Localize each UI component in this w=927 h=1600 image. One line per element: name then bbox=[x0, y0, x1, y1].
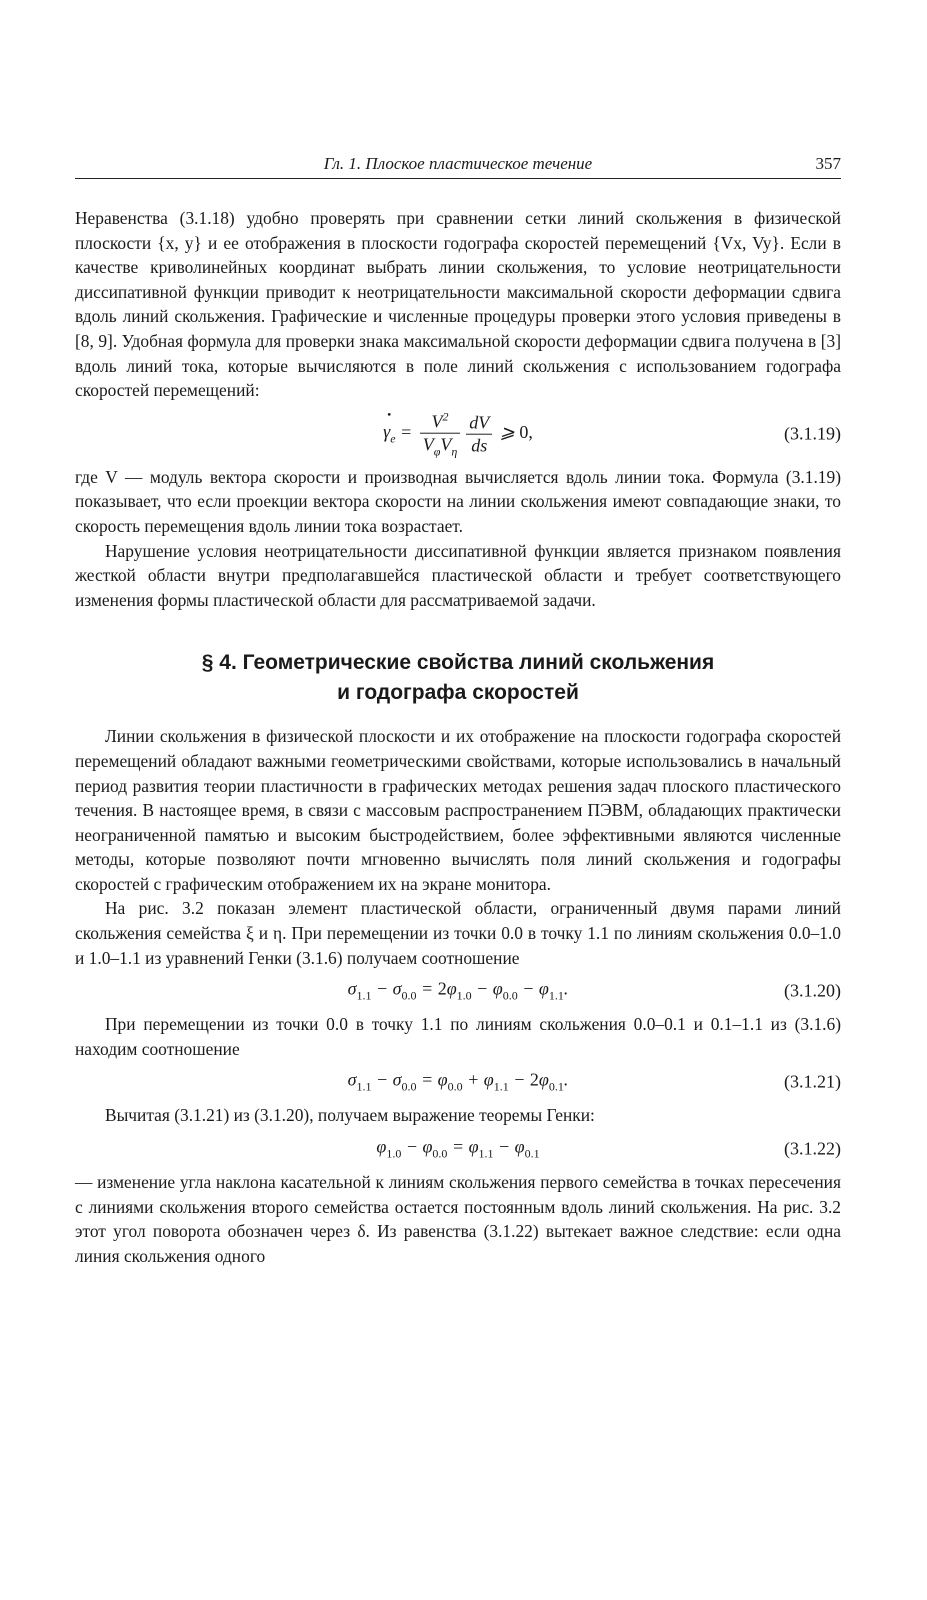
section-heading bbox=[75, 648, 841, 708]
equation-number: (3.1.21) bbox=[784, 1071, 841, 1092]
equation-3-1-19 bbox=[75, 403, 841, 465]
equation-3-1-22-expression: $\varphi_{1.0} - \varphi_{0.0} = \varphi_{1.1} - \varphi_{0.1}$ bbox=[376, 1136, 540, 1161]
equation-number: (3.1.22) bbox=[784, 1138, 841, 1159]
running-header bbox=[75, 152, 841, 179]
equation-number: (3.1.20) bbox=[784, 980, 841, 1001]
equation-3-1-21 bbox=[75, 1061, 841, 1103]
section-heading-line-2: и годографа скоростей bbox=[337, 681, 579, 705]
paragraph-1: Неравенства (3.1.18) удобно проверять при сравнении сетки линий скольжения в физической плоскости {x, y} и ее отображения в плоскости годографа скоростей перемещений {Vx, Vy}. Если в качестве криволинейных координат выбрать линии скольжения, то условие неотрицательности диссипативной функции приводит к неотрицательности максимальной скорости деформации сдвига вдоль линий скольжения. Графические и численные процедуры проверки этого условия приведены в [8, 9]. Удобная формула для проверки знака максимальной скорости деформации сдвига получена в [3] вдоль линий тока, которые вычисляются в поле линий скольжения с использованием годографа скоростей перемещений: bbox=[75, 208, 841, 401]
paragraph-3: Нарушение условия неотрицательности диссипативной функции является признаком появления жесткой области внутри предполагавшейся пластической области и требует соответствующего изменения формы пластической области для рассматриваемой задачи. bbox=[75, 540, 841, 610]
paragraph-6: При перемещении из точки 0.0 в точку 1.1 по линиям скольжения 0.0–0.1 и 0.1–1.1 из (3.1.6) находим соотношение bbox=[75, 1014, 841, 1059]
paragraph-5: На рис. 3.2 показан элемент пластической области, ограниченный двумя парами линий скольжения семейства ξ и η. При перемещении из точки 0.0 в точку 1.1 по линиям скольжения 0.0–1.0 и 1.0–1.1 из уравнений Генки (3.1.6) получаем соотношение bbox=[75, 898, 841, 968]
running-title: Гл. 1. Плоское пластическое течение bbox=[323, 154, 593, 173]
paragraph-4: Линии скольжения в физической плоскости и их отображение на плоскости годографа скоростей перемещений обладают важными геометрическими свойствами, которые использовались в начальный период развития теории пластичности в графических методах решения задач плоского пластического течения. В настоящее время, в связи с массовым распространением ПЭВМ, обладающих практически неограниченной памятью и высоким быстродействием, более эффективными являются численные методы, которые позволяют почти мгновенно вычислять поля линий скольжения и годографы скоростей с графическим отображением их на экране монитора. bbox=[75, 726, 841, 894]
paragraph-8: — изменение угла наклона касательной к линиям скольжения первого семейства в точках пересечения с линиями скольжения второго семейства остается постоянным вдоль линий скольжения. На рис. 3.2 этот угол поворота обозначен через δ. Из равенства (3.1.22) вытекает важное следствие: если одна линия скольжения одного bbox=[75, 1172, 841, 1266]
equation-3-1-20 bbox=[75, 970, 841, 1012]
paragraph-7: Вычитая (3.1.21) из (3.1.20), получаем выражение теоремы Генки: bbox=[105, 1105, 595, 1126]
equation-3-1-19-expression: • $\gamma_e$ = $\frac{V^2}{V_\varphi V_\eta}$ $\frac{dV}{ds}$ ⩾ 0, bbox=[75, 405, 841, 462]
equation-3-1-22 bbox=[75, 1128, 841, 1170]
equation-3-1-20-expression: $\sigma_{1.1} - \sigma_{0.0} = 2\varphi_{1.0} - \varphi_{0.0} - \varphi_{1.1}$. bbox=[347, 978, 569, 1003]
equation-number: (3.1.19) bbox=[784, 423, 841, 444]
page-number: 357 bbox=[815, 154, 841, 173]
equation-3-1-21-expression: $\sigma_{1.1} - \sigma_{0.0} = \varphi_{0.0} + \varphi_{1.1} - 2\varphi_{0.1}$. bbox=[347, 1070, 569, 1094]
page-body bbox=[75, 206, 841, 1268]
section-heading-line-1: § 4. Геометрические свойства линий скольжения bbox=[201, 651, 715, 675]
paragraph-2: где V — модуль вектора скорости и производная вычисляется вдоль линии тока. Формула (3.1.19) показывает, что если проекции вектора скорости на линии скольжения имеют совпадающие знаки, то скорость перемещения вдоль линии тока возрастает. bbox=[75, 466, 841, 536]
